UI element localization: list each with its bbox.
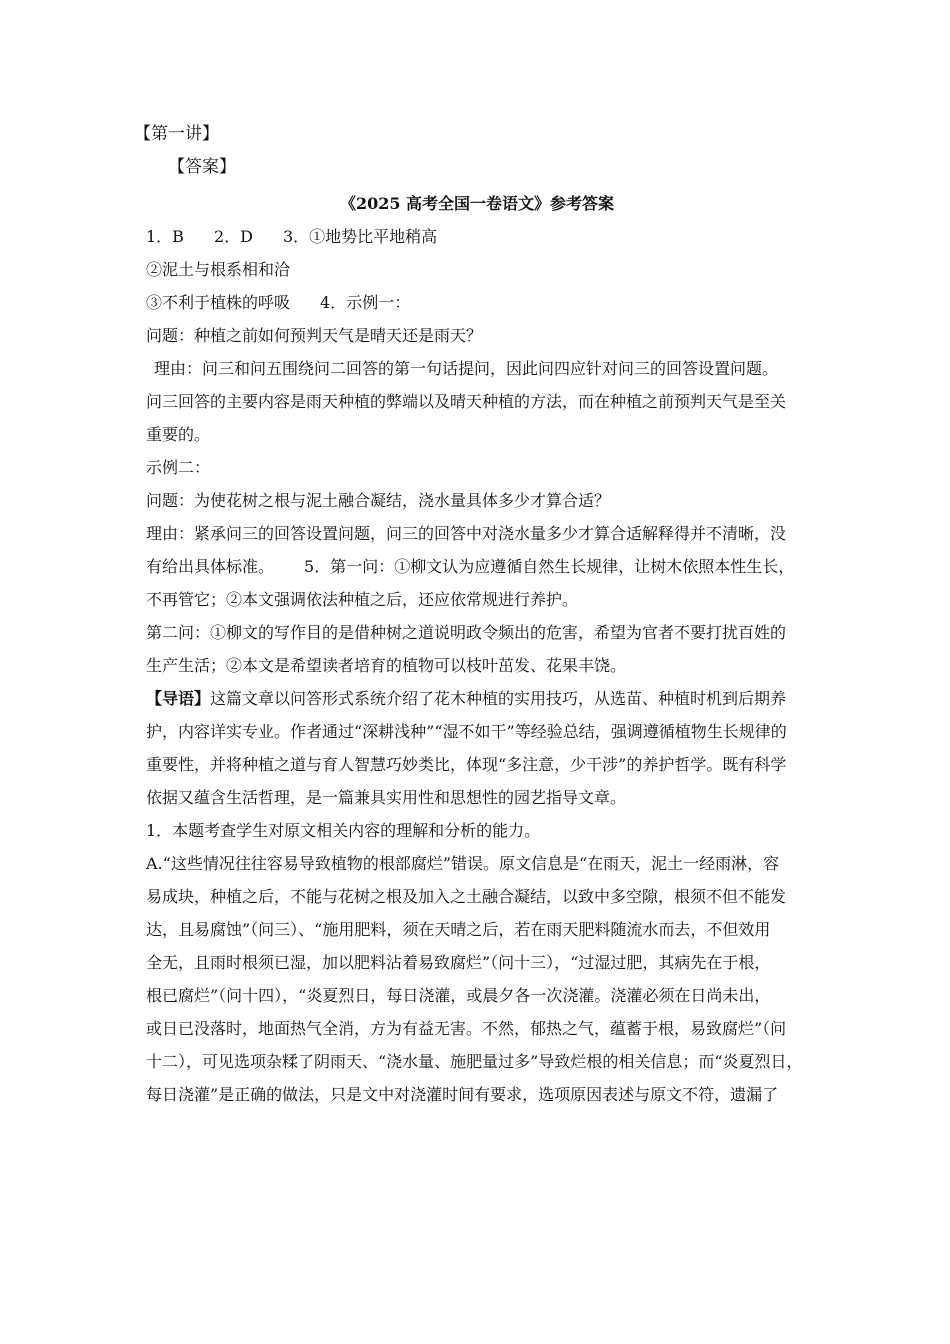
guide-line-1 (146, 682, 808, 715)
answer-3-part-3: ③不利于植株的呼吸 (146, 293, 291, 312)
answer-heading: 【答案】 (168, 157, 236, 177)
example-2-reason-end: 有给出具体标准。 (146, 557, 275, 576)
guide-text-1: 这篇文章以问答形式系统介绍了花木种植的实用技巧，从选苗、种植时机到后期养 (210, 689, 787, 708)
answer-3-part-2: ②泥土与根系相和洽 (146, 260, 291, 279)
section-heading: 【第一讲】 (134, 124, 219, 144)
example-1-reason-line-1: 理由：问三和问五围绕问二回答的第一句话提问，因此问四应针对问三的回答设置问题。 (154, 359, 779, 378)
explanation-line-8: 十二），可见选项杂糅了阴雨天、“浇水量、施肥量过多”导致烂根的相关信息；而“炎夏烈日， (146, 1052, 803, 1071)
example-1-reason-line-3: 重要的。 (146, 425, 211, 444)
explanation-line-3: 易成块，种植之后，不能与花树之根及加入之土融合凝结，以致中多空隙，根须不但不能发 (146, 887, 787, 906)
explanation-line-5: 全无，且雨时根须已湿，加以肥料沾着易致腐烂”（问十三），“过湿过肥，其病先在于根， (146, 953, 771, 972)
answer-5: 5．第一问：①柳文认为应遵循自然生长规律，让树木依照本性生长， (304, 557, 795, 576)
explanation-line-2: A.“这些情况往往容易导致植物的根部腐烂”错误。原文信息是“在雨天，泥土一经雨淋，容 (146, 854, 780, 873)
example-1-question: 问题：种植之前如何预判天气是晴天还是雨天？ (146, 326, 483, 345)
guide-line-4: 依据又蕴含生活哲理，是一篇兼具实用性和思想性的园艺指导文章。 (146, 788, 627, 807)
document-body (134, 118, 808, 1111)
guide-line-2: 护，内容详实专业。作者通过“深耕浅种”“湿不如干”等经验总结，强调遵循植物生长规律的 (146, 722, 787, 741)
answer-4: 4．示例一： (320, 293, 411, 312)
guide-label: 【导语】 (146, 689, 211, 708)
explanation-line-7: 或日已没落时，地面热气全消，方为有益无害。不然，郁热之气，蕴蓄于根，易致腐烂”（问 (146, 1019, 787, 1038)
answer-5-line-3: 第二问：①柳文的写作目的是借种树之道说明政令频出的危害，希望为官者不要打扰百姓的 (146, 623, 787, 642)
answer-3-part-3-and-4 (146, 286, 808, 319)
example-2-reason-line-2 (146, 550, 808, 583)
example-2-reason-line-1: 理由：紧承问三的回答设置问题，问三的回答中对浇水量多少才算合适解释得并不清晰，没 (146, 524, 787, 543)
answer-5-line-2: 不再管它；②本文强调依法种植之后，还应依常规进行养护。 (146, 590, 579, 609)
answer-3: 3．①地势比平地稍高 (282, 227, 438, 246)
example-2-label: 示例二： (146, 458, 211, 477)
answer-2: 2．D (213, 227, 253, 246)
answer-5-line-4: 生产生活；②本文是希望读者培育的植物可以枝叶茁发、花果丰饶。 (146, 656, 627, 675)
document-title: 《2025 高考全国一卷语文》参考答案 (339, 194, 615, 213)
explanation-line-6: 根已腐烂”（问十四），“炎夏烈日，每日浇灌，或晨夕各一次浇灌。浇灌必须在日尚未出， (146, 986, 771, 1005)
example-1-reason-line-2: 问三回答的主要内容是雨天种植的弊端以及晴天种植的方法，而在种植之前预判天气是至关 (146, 392, 787, 411)
answer-1: 1．B (146, 227, 184, 246)
explanation-line-1: 1．本题考查学生对原文相关内容的理解和分析的能力。 (146, 821, 541, 840)
explanation-line-4: 达，且易腐蚀”（问三）、“施用肥料，须在天晴之后，若在雨天肥料随流水而去，不但效用 (146, 920, 771, 939)
explanation-line-9: 每日浇灌”是正确的做法，只是文中对浇灌时间有要求，选项原因表述与原文不符，遗漏了 (146, 1085, 779, 1104)
answer-line-1-3 (146, 220, 808, 253)
guide-line-3: 重要性，并将种植之道与育人智慧巧妙类比，体现“多注意，少干涉”的养护哲学。既有科学 (146, 755, 787, 774)
example-2-question: 问题：为使花树之根与泥土融合凝结，浇水量具体多少才算合适？ (146, 491, 611, 510)
